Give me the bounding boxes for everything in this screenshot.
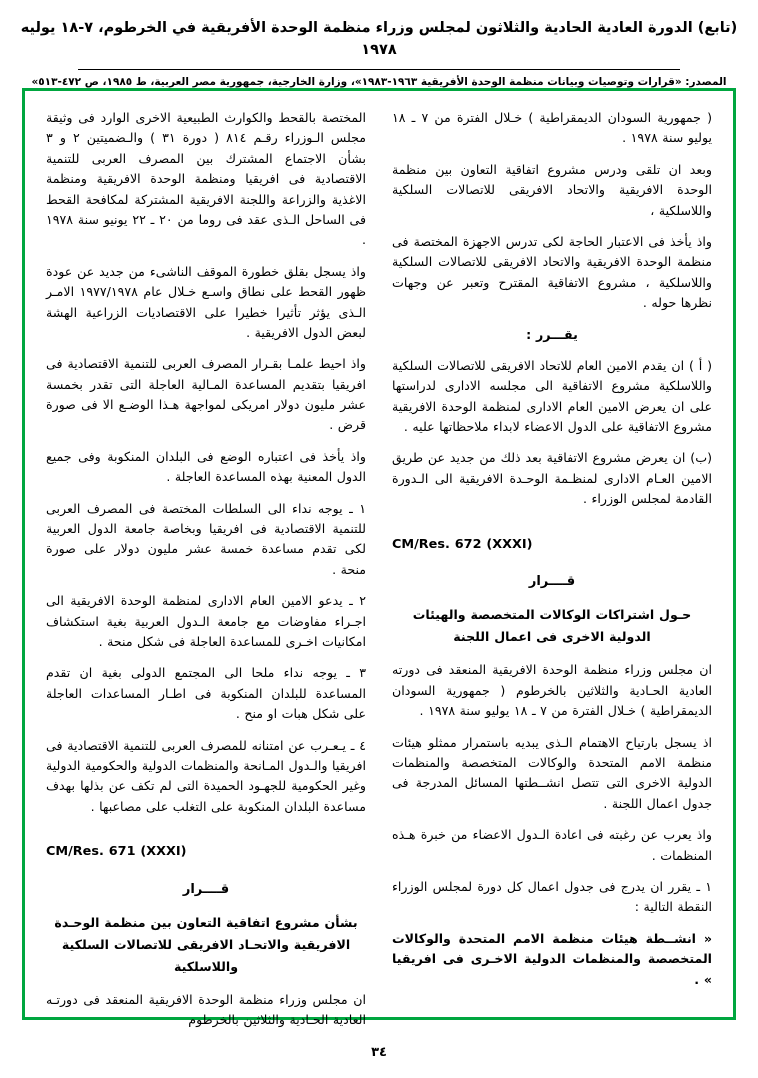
paragraph: ١ ـ يوجه نداء الى السلطات المختصة فى المصرف العربى للتنمية الاقتصادية فى افريقيا وبخاصة جامعة الدول العربية لكى تقدم مساعدة خمسة عشر مليون دولار على صورة منحة . xyxy=(46,500,366,577)
page-number: ٣٤ xyxy=(371,1045,387,1060)
paragraph: وبعد ان تلقى ودرس مشروع اتفاقية التعاون بين منظمة الوحدة الافريقية والاتحاد الافريقى للاتصالات السلكية واللاسلكية ، xyxy=(392,161,712,218)
paragraph: ١ ـ يقرر ان يدرج فى جدول اعمال كل دورة لمجلس الوزراء النقطة التالية : xyxy=(392,878,712,915)
paragraph: واذ يعرب عن رغبته فى اعادة الـدول الاعضاء من خبرة هـذه المنظمات . xyxy=(392,827,712,863)
header-title: (تابع) الدورة العادية الحادية والثلاثون لمجلس وزراء منظمة الوحدة الأفريقية في الخرطوم، ٧-١٨ يوليه ١٩٧٨ xyxy=(20,20,738,58)
resolution-heading: قــــرار xyxy=(182,881,230,897)
resolution-heading: قــــرار xyxy=(528,574,576,590)
header-divider xyxy=(78,69,680,70)
paragraph: ( أ ) ان يقدم الامين العام للاتحاد الافريقى للاتصالات السلكية واللاسلكية مشروع الاتفاقية الى مجلسه الادارى لدراستها على ان يعرض الامين العام الادارى لمنظمة الوحدة الافريقية مشروع الاتفاقية على الدول الاعضاء لابداء ملاحظاتها عليه . xyxy=(392,357,712,435)
paragraph: المختصة بالقحط والكوارث الطبيعية الاخرى الوارد فى وثيقة مجلس الـوزراء رقـم ٨١٤ ( دورة ٣١ ) والـضميتين ٢ و ٣ بشأن الاجتماع المشترك بين المصرف العربى للتنمية الاقتصادية فى افريقيا ومنظمة الوحدة الافريقية ومنظمة الاغذية والزراعة واللجنة الافريقية المشتركة لمكافحة القحط فى الساحل الـذى عقد فى روما من ٢٠ ـ ٢٢ يونيو سنة ١٩٧٨ . xyxy=(46,110,366,248)
paragraph: ( جمهورية السودان الديمقراطية ) خـلال الفترة من ٧ ـ ١٨ يوليو سنة ١٩٧٨ . xyxy=(392,110,712,146)
paragraph: ٣ ـ يوجه نداء ملحا الى المجتمع الدولى بغية ان تقدم المساعدة للبلدان المنكوبة فى اطـار المساعدات العاجلة على شكل هبات او منح . xyxy=(46,665,366,722)
two-column-body xyxy=(36,96,722,1028)
header-source: المصدر: «قرارات وتوصيات وبيانات منظمة الوحدة الأفريقية ١٩٦٣-١٩٨٣»، وزارة الخارجية، جمهورية مصر العربية، ط ١٩٨٥، ص ٤٧٢-٥١٣» xyxy=(31,75,727,88)
paragraph: ان مجلس وزراء منظمة الوحدة الافريقية المنعقد فى دورته العادية الحـادية والثلاثين بالخرطوم ( جمهورية السودان الديمقراطية ) خـلال الفترة من ٧ ـ ١٨ يوليو سنة ١٩٧٨ . xyxy=(392,662,712,719)
column-right xyxy=(392,108,712,1002)
paragraph: (ب) ان يعرض مشروع الاتفاقية بعد ذلك من جديد عن طريق الامين العـام الادارى لمنظـمة الوحـدة الافريقية الى الـدورة القادمة لمجلس الوزراء . xyxy=(392,450,712,507)
paragraph: واذ يأخذ فى اعتباره الوضع فى البلدان المنكوبة وفى جميع الدول المعنية بهذه المساعدة العاجلة . xyxy=(46,448,366,485)
page-header xyxy=(0,0,758,90)
resolution-subheading: حـول اشتراكات الوكالات المتخصصة والهيئات الدولية الاخرى فى اعمال اللجنة xyxy=(412,607,692,645)
resolution-subheading: بشأن مشروع اتفاقية التعاون بين منظمة الوحـدة الافريقية والاتحـاد الافريقى للاتصالات السلكية واللاسلكية xyxy=(54,914,358,974)
paragraph: ٤ ـ يـعـرب عن امتنانه للمصرف العربى للتنمية الاقتصادية فى افريقيا والـدول المـانحة والمنظمات الدولية والحكومية الدولية وغير الحكومية للجهـود الحميدة التى لم تكف عن بذلها بهدف مساعدة البلدان المنكوبة على التغلب على مصاعبها . xyxy=(46,737,366,814)
paragraph: واذ يسجل بقلق خطورة الموقف الناشىء من جديد عن عودة ظهور القحط على نطاق واسـع خـلال عام ١٩٧٧/١٩٧٨ الامـر الـذى يؤثر تأثيرا خطيرا على الاقتصاديات الزراعية الهشة لبعض الدول الافريقية . xyxy=(46,263,366,340)
paragraph: ان مجلس وزراء منظمة الوحدة الافريقية المنعقد فى دورتـه العادية الحـادية والثلاثين بالخرطوم xyxy=(46,991,366,1028)
paragraph: واذ احيط علمـا بقـرار المصرف العربى للتنمية الاقتصادية فى افريقيا بتقديم المساعدة المـالية العاجلة التى تقدر بخمسة عشر مليون دولار امريكى لمواجهة هـذا الوضـع الا فى صورة قرض . xyxy=(46,356,366,433)
paragraph: ٢ ـ يدعو الامين العام الادارى لمنظمة الوحدة الافريقية الى اجـراء مفاوضات مع جامعة الـدول العربية بغية استكشاف امكانيات اخـرى للمساعدة العاجلة فى شكل منحة . xyxy=(46,593,366,649)
decides-label: يقـــرر : xyxy=(526,326,578,342)
paragraph: واذ يأخذ فى الاعتبار الحاجة لكى تدرس الاجهزة المختصة فى منظمة الوحدة الافريقية والاتحاد الافريقى للاتصالات السلكية واللاسلكية ، مشروع الاتفاقية المقترح وتعبر عن وجهات نظرها حوله . xyxy=(392,233,712,311)
resolution-id: CM/Res. 672 (XXXI) xyxy=(392,536,533,552)
column-left xyxy=(46,108,366,1028)
paragraph: اذ يسجل بارتياح الاهتمام الـذى يبديه باستمرار ممثلو هيئات منظمة الامم المتحدة والوكالات المتخصصة والمنظمات الدولية الاخرى التى تتصل انشــطتها المسائل المدرجة فى جدول اعمال اللجنة . xyxy=(392,734,712,811)
resolution-id: CM/Res. 671 (XXXI) xyxy=(46,844,187,860)
quoted-agenda-item: « انشــطة هيئات منظمة الامم المتحدة والوكالات المتخصصة والمنظمات الدولية الاخـرى فى افريقيا » . xyxy=(392,930,712,987)
